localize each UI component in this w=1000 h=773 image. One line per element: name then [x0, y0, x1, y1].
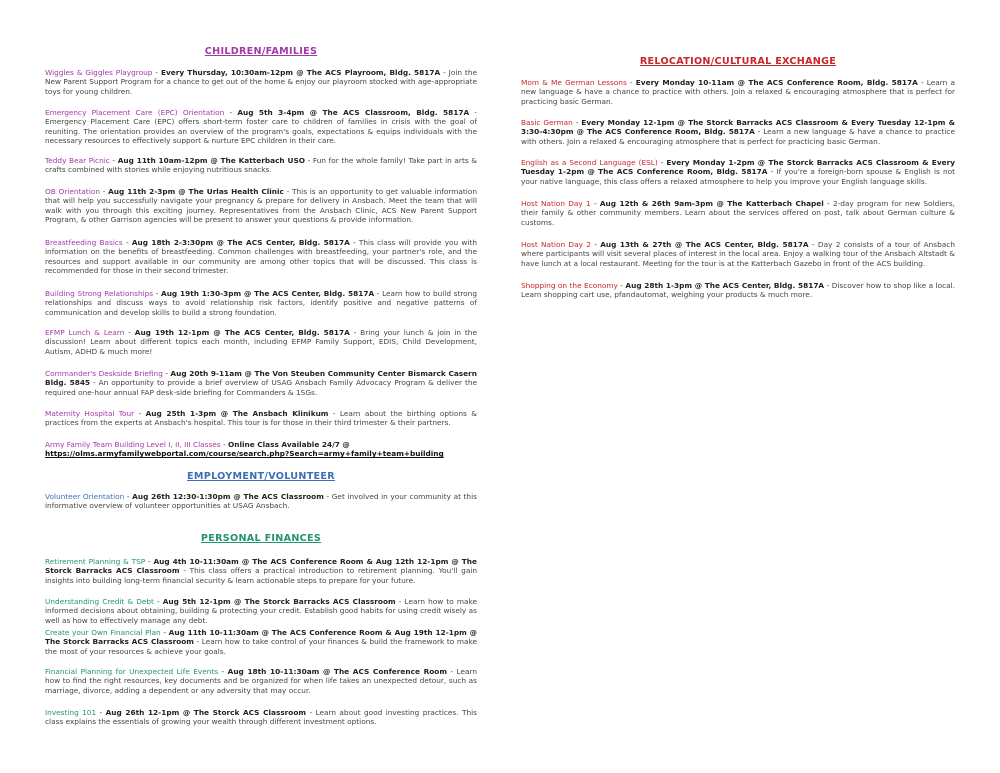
event-name: Emergency Placement Care (EPC) Orientation [45, 108, 225, 117]
event-description: This class offers a practical introduction to retirement planning. You'll gain insights into building long-term financial security & learn actionable steps to prepare for your future. [45, 566, 478, 585]
event-schedule: Aug 18th 10-11:30am @ The ACS Conference Room [227, 667, 447, 676]
event-schedule: Aug 19th 12-1pm @ The ACS Center, Bldg. 5817A [134, 328, 350, 337]
event-name: Volunteer Orientation [45, 492, 125, 501]
event-name: Army Family Team Building Level I, II, III Classes [45, 440, 221, 449]
event-name: Shopping on the Economy [521, 281, 618, 290]
event-schedule: Aug 20th 9-11am @ The Von Steuben Community Center Bismarck Casern Bldg. 5845 [45, 369, 477, 388]
event-name: EFMP Lunch & Learn [45, 328, 125, 337]
event-basic-german: Basic German - Every Monday 12-1pm @ The Storck Barracks ACS Classroom & Every Tuesday 12-1pm & 3:30-4:30pm @ The ACS Conference Room, Bldg. 5817A - Learn a new language & have a chance to practice with others. Join a relaxed & encouraging atmosphere that is perfect for practicing basic German. [521, 118, 955, 146]
event-schedule: Aug 4th 10-11:30am @ The ACS Conference Room & Aug 12th 12-1pm @ The Storck Barracks ACS Classroom [45, 557, 477, 576]
event-schedule: Online Class Available 24/7 @ [227, 440, 350, 449]
event-schedule: Aug 5th 12-1pm @ The Storck Barracks ACS Classroom [162, 597, 396, 606]
event-schedule: Aug 13th & 27th @ The ACS Center, Bldg. 5817A [600, 240, 809, 249]
section-title-employment: EMPLOYMENT/VOLUNTEER [187, 471, 335, 482]
event-description: This class will provide you with information on the benefits of breastfeeding. Common challenges with breastfeeding, your partner's role, and the resources and support available in our community are among other topics that will be discussed. This class is recommended for those in their second trimester. [45, 238, 477, 275]
event-name: Maternity Hospital Tour [45, 409, 135, 418]
event-schedule: Aug 11th 10-11:30am @ The ACS Conference Room & Aug 19th 12-1pm @ The Storck Barracks ACS Classroom [45, 628, 477, 647]
event-schedule: Aug 26th 12:30-1:30pm @ The ACS Classroom [132, 492, 324, 501]
event-volunteer-orientation: Volunteer Orientation - Aug 26th 12:30-1:30pm @ The ACS Classroom - Get involved in your community at this informative overview of volunteer opportunities at USAG Ansbach. [45, 492, 477, 511]
event-description: Learn about good investing practices. This class explains the essentials of growing your wealth through different investment options. [45, 708, 477, 727]
event-name: Commander's Deskside Briefing [45, 369, 163, 378]
event-name: Building Strong Relationships [45, 289, 154, 298]
event-description: Fun for the whole family! Take part in arts & crafts combined with stories while enjoying nutritious snacks. [45, 156, 477, 175]
event-teddy-bear-picnic: Teddy Bear Picnic - Aug 11th 10am-12pm @ The Katterbach USO - Fun for the whole family! Take part in arts & crafts combined with stories while enjoying nutritious snacks. [45, 156, 477, 175]
event-description: Day 2 consists of a tour of Ansbach where participants will visit several places of interest in the local area. Enjoy a walking tour of the Ansbach Altstadt & have lunch at a local restaurant. Meeting for the tour is at the Katterbach Gazebo in front of the ACS building. [521, 240, 955, 268]
event-retirement-planning-tsp: Retirement Planning & TSP - Aug 4th 10-11:30am @ The ACS Conference Room & Aug 12th 12-1pm @ The Storck Barracks ACS Classroom - This class offers a practical introduction to retirement planning. You'll gain insights into building long-term financial security & learn actionable steps to prepare for your future. [45, 557, 478, 585]
event-investing-101: Investing 101 - Aug 26th 12-1pm @ The Storck ACS Classroom - Learn about good investing practices. This class explains the essentials of growing your wealth through different investment options. [45, 708, 477, 727]
event-create-your-own-financial-plan: Create your Own Financial Plan - Aug 11th 10-11:30am @ The ACS Conference Room & Aug 19th 12-1pm @ The Storck Barracks ACS Classroom - Learn how to take control of your finances & build the framework to make the most of your resources & achieve your goals. [45, 628, 477, 656]
event-description: Learn how to find the right resources, key documents and be organized for when life takes an unexpected detour, such as marriage, divorce, adding a dependent or any adversity that may occur. [45, 667, 478, 695]
event-description: Learn how to build strong relationships and discuss ways to avoid relationship risk factors, identify positive and negative patterns of communication and develop skills to build a strong foundation. [45, 289, 477, 317]
event-army-family-team-building-level-i-ii-iii-classes: Army Family Team Building Level I, II, III Classes - Online Class Available 24/7 @ https://olms.armyfamilywebportal.com/course/search.php?Search=army+family+team+building [45, 440, 477, 459]
section-title-children: CHILDREN/FAMILIES [204, 46, 318, 57]
event-wiggles-giggles-playgroup: Wiggles & Giggles Playgroup - Every Thursday, 10:30am-12pm @ The ACS Playroom, Bldg. 5817A - Join the New Parent Support Program for a chance to get out of the home & enjoy our playroom stocked with age-appropriate toys for young children. [45, 68, 477, 96]
event-description: Learn how to make informed decisions about obtaining, building & protecting your credit. Establish good habits for using credit wisely as well as how to effectively manage any debt. [45, 597, 477, 625]
event-schedule: Aug 11th 10am-12pm @ The Katterbach USO [117, 156, 305, 165]
event-name: English as a Second Language (ESL) [521, 158, 658, 167]
event-description: Learn about the birthing options & practices from the experts at Ansbach's hospital. This tour is for those in their third trimester & their partners. [45, 409, 477, 428]
event-name: Breastfeeding Basics [45, 238, 123, 247]
event-host-nation-day-2: Host Nation Day 2 - Aug 13th & 27th @ The ACS Center, Bldg. 5817A - Day 2 consists of a tour of Ansbach where participants will visit several places of interest in the local area. Enjoy a walking tour of the Ansbach Altstadt & have lunch at a local restaurant. Meeting for the tour is at the Katterbach Gazebo in front of the ACS building. [521, 240, 955, 268]
event-name: Understanding Credit & Debt [45, 597, 154, 606]
section-title-relocation: RELOCATION/CULTURAL EXCHANGE [639, 56, 837, 67]
event-emergency-placement-care-epc-orientation: Emergency Placement Care (EPC) Orientation - Aug 5th 3-4pm @ The ACS Classroom, Bldg. 5817A - Emergency Placement Care (EPC) offers short-term foster care to children of families in crisis with the goal of reuniting. The orientation provides an overview of the program's goals, expectations & equips individuals with the necessary resources to effectively support & nurture EPC children in their care. [45, 108, 477, 145]
event-description: Get involved in your community at this informative overview of volunteer opportunities at USAG Ansbach. [45, 492, 477, 511]
event-description: Learn how to take control of your finances & build the framework to make the most of your resources & achieve your goals. [45, 637, 477, 656]
event-description: An opportunity to provide a brief overview of USAG Ansbach Family Advocacy Program & deliver the required one-hour annual FAP desk-side briefing for Commanders & 1SGs. [45, 378, 477, 397]
event-name: Host Nation Day 2 [521, 240, 591, 249]
event-schedule: Aug 5th 3-4pm @ The ACS Classroom, Bldg. 5817A [237, 108, 470, 117]
event-schedule: Every Monday 1-2pm @ The Storck Barracks ACS Classroom & Every Tuesday 1-2pm @ The ACS Conference Room, Bldg. 5817A [521, 158, 955, 177]
event-commander-s-deskside-briefing: Commander's Deskside Briefing - Aug 20th 9-11am @ The Von Steuben Community Center Bismarck Casern Bldg. 5845 - An opportunity to provide a brief overview of USAG Ansbach Family Advocacy Program & deliver the required one-hour annual FAP desk-side briefing for Commanders & 1SGs. [45, 369, 477, 397]
section-title-finances: PERSONAL FINANCES [200, 533, 322, 544]
event-schedule: Aug 18th 2-3:30pm @ The ACS Center, Bldg. 5817A [131, 238, 350, 247]
event-description: If you're a foreign-born spouse & English is not your native language, this class offers a relaxed atmosphere to help you improve your English language skills. [521, 167, 955, 186]
event-efmp-lunch-learn: EFMP Lunch & Learn - Aug 19th 12-1pm @ The ACS Center, Bldg. 5817A - Bring your lunch & join in the discussion! Learn about different topics each month, including EFMP Family Support, EDIS, Child Development, Autism, ADHD & much more! [45, 328, 477, 356]
event-schedule: Aug 11th 2-3pm @ The Urlas Health Clinic [108, 187, 284, 196]
event-name: Host Nation Day 1 [521, 199, 591, 208]
event-description: 2-day program for new Soldiers, their family & other community members. Learn about the services offered on post, talk about German culture & customs. [521, 199, 955, 227]
event-schedule: Aug 12th & 26th 9am-3pm @ The Katterbach Chapel [599, 199, 824, 208]
event-shopping-on-the-economy: Shopping on the Economy - Aug 28th 1-3pm @ The ACS Center, Bldg. 5817A - Discover how to shop like a local. Learn shopping cart use, pfandautomat, weighing your products & much more. [521, 281, 956, 300]
event-building-strong-relationships: Building Strong Relationships - Aug 19th 1:30-3pm @ The ACS Center, Bldg. 5817A - Learn how to build strong relationships and discuss ways to avoid relationship risk factors, identify positive and negative patterns of communication and develop skills to build a strong foundation. [45, 289, 477, 317]
event-name: Financial Planning for Unexpected Life Events [45, 667, 219, 676]
event-description: Learn a new language & have a chance to practice with others. Join a relaxed & encouraging atmosphere that is perfect for practicing basic German. [521, 127, 955, 146]
event-name: Wiggles & Giggles Playgroup [45, 68, 153, 77]
event-name: Mom & Me German Lessons [521, 78, 627, 87]
event-schedule: Every Monday 12-1pm @ The Storck Barracks ACS Classroom & Every Tuesday 12-1pm & 3:30-4:30pm @ The ACS Conference Room, Bldg. 5817A [521, 118, 955, 137]
event-schedule: Aug 25th 1-3pm @ The Ansbach Klinikum [145, 409, 329, 418]
event-description: Join the New Parent Support Program for a chance to get out of the home & enjoy our playroom stocked with age-appropriate toys for young children. [45, 68, 477, 96]
event-description: Emergency Placement Care (EPC) offers short-term foster care to children of families in crisis with the goal of reuniting. The orientation provides an overview of the program's goals, expectations & equips individuals with the necessary resources to effectively support & nurture EPC children in their care. [45, 117, 477, 145]
event-description: Learn a new language & have a chance to practice with others. Join a relaxed & encouraging atmosphere that is perfect for practicing basic German. [521, 78, 955, 106]
event-breastfeeding-basics: Breastfeeding Basics - Aug 18th 2-3:30pm @ The ACS Center, Bldg. 5817A - This class will provide you with information on the benefits of breastfeeding. Common challenges with breastfeeding, your partner's role, and the resources and support available in our community are among other topics that will be discussed. This class is recommended for those in their second trimester. [45, 238, 477, 275]
event-name: Investing 101 [45, 708, 97, 717]
event-ob-orientation: OB Orientation - Aug 11th 2-3pm @ The Urlas Health Clinic - This is an opportunity to get valuable information that will help you successfully navigate your pregnancy & prepare for delivery in Ansbach. Meet the team that will walk with you through this exciting journey. Representatives from the Ansbach Clinic, ACS New Parent Support Program, & other Garrison agencies will be present to answer your questions & provide information. [45, 187, 477, 224]
event-schedule: Aug 19th 1:30-3pm @ The ACS Center, Bldg. 5817A [161, 289, 375, 298]
event-host-nation-day-1: Host Nation Day 1 - Aug 12th & 26th 9am-3pm @ The Katterbach Chapel - 2-day program for new Soldiers, their family & other community members. Learn about the services offered on post, talk about German culture & customs. [521, 199, 955, 227]
event-schedule: Aug 28th 1-3pm @ The ACS Center, Bldg. 5817A [625, 281, 825, 290]
event-name: Create your Own Financial Plan [45, 628, 161, 637]
event-description: Discover how to shop like a local. Learn shopping cart use, pfandautomat, weighing your products & much more. [521, 281, 956, 300]
event-maternity-hospital-tour: Maternity Hospital Tour - Aug 25th 1-3pm @ The Ansbach Klinikum - Learn about the birthing options & practices from the experts at Ansbach's hospital. This tour is for those in their third trimester & their partners. [45, 409, 477, 428]
event-name: Basic German [521, 118, 573, 127]
event-name: Retirement Planning & TSP [45, 557, 146, 566]
event-schedule: Every Monday 10-11am @ The ACS Conference Room, Bldg. 5817A [635, 78, 918, 87]
event-name: Teddy Bear Picnic [45, 156, 110, 165]
event-description: This is an opportunity to get valuable information that will help you successfully navigate your pregnancy & prepare for delivery in Ansbach. Meet the team that will walk with you through this exciting journey. Representatives from the Ansbach Clinic, ACS New Parent Support Program, & other Garrison agencies will be present to answer your questions & provide information. [45, 187, 477, 224]
event-understanding-credit-debt: Understanding Credit & Debt - Aug 5th 12-1pm @ The Storck Barracks ACS Classroom - Learn how to make informed decisions about obtaining, building & protecting your credit. Establish good habits for using credit wisely as well as how to effectively manage any debt. [45, 597, 477, 625]
event-schedule: Every Thursday, 10:30am-12pm @ The ACS Playroom, Bldg. 5817A [160, 68, 441, 77]
event-financial-planning-for-unexpected-life-events: Financial Planning for Unexpected Life Events - Aug 18th 10-11:30am @ The ACS Conference Room - Learn how to find the right resources, key documents and be organized for when life takes an unexpected detour, such as marriage, divorce, adding a dependent or any adversity that may occur. [45, 667, 478, 695]
event-schedule: Aug 26th 12-1pm @ The Storck ACS Classroom [105, 708, 307, 717]
event-description: Bring your lunch & join in the discussion! Learn about different topics each month, including EFMP Family Support, EDIS, Child Development, Autism, ADHD & much more! [45, 328, 477, 356]
event-mom-me-german-lessons: Mom & Me German Lessons - Every Monday 10-11am @ The ACS Conference Room, Bldg. 5817A - Learn a new language & have a chance to practice with others. Join a relaxed & encouraging atmosphere that is perfect for practicing basic German. [521, 78, 955, 106]
event-english-as-a-second-language-esl: English as a Second Language (ESL) - Every Monday 1-2pm @ The Storck Barracks ACS Classroom & Every Tuesday 1-2pm @ The ACS Conference Room, Bldg. 5817A - If you're a foreign-born spouse & English is not your native language, this class offers a relaxed atmosphere to help you improve your English language skills. [521, 158, 955, 186]
course-link[interactable]: https://olms.armyfamilywebportal.com/course/search.php?Search=army+family+team+building [45, 449, 444, 459]
event-name: OB Orientation [45, 187, 101, 196]
